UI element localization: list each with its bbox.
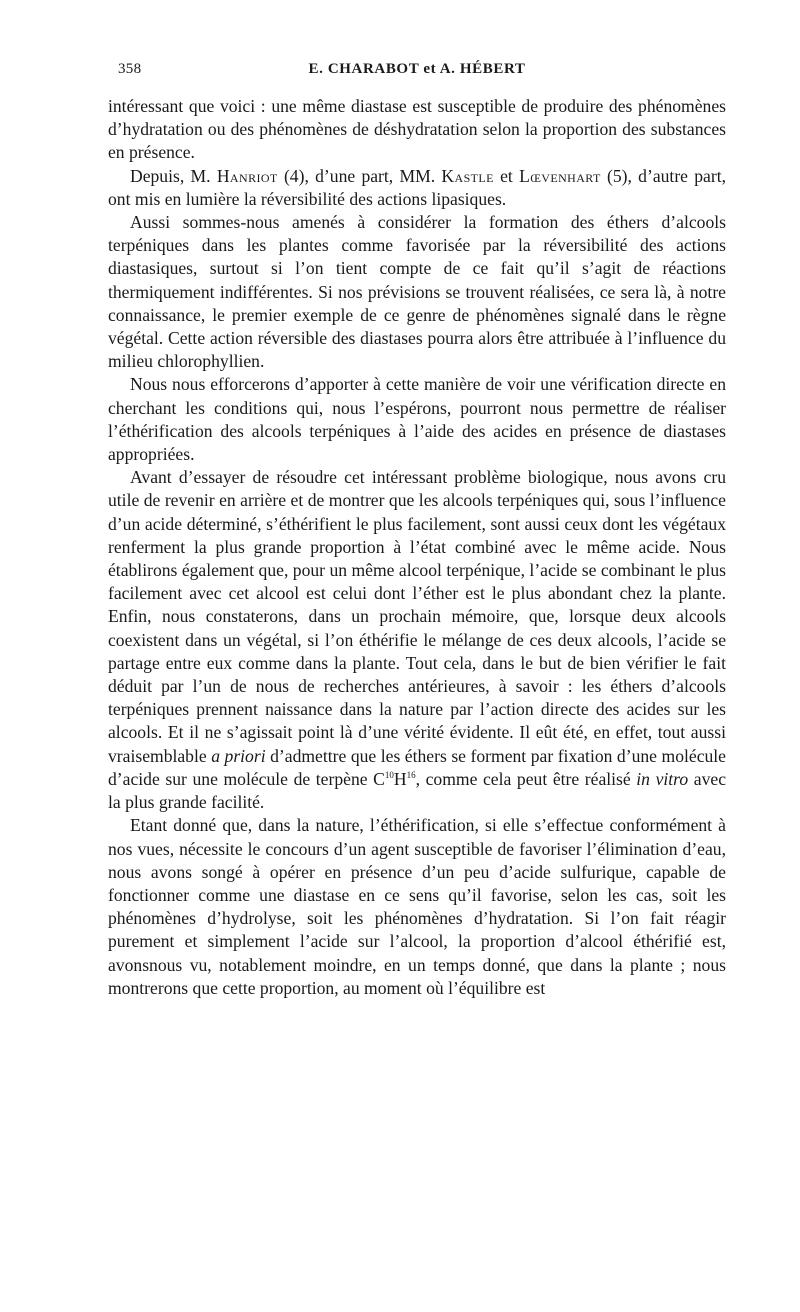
- italic-a-priori: a priori: [211, 745, 266, 766]
- text-segment: d’admettre que les éthers se forment par fixation d’une molécule d’acide sur une molécule de terpène C: [108, 745, 726, 789]
- formula-hydrogen: H: [393, 768, 407, 789]
- author-name-kastle: Kastle: [441, 165, 494, 186]
- page-number: 358: [118, 61, 142, 77]
- italic-in-vitro: in vitro: [636, 768, 689, 789]
- author-name-hanriot: Hanriot: [216, 165, 278, 186]
- running-head: [108, 61, 726, 87]
- author-name-loevenhart: Lœvenhart: [519, 165, 601, 186]
- text-segment: Avant d’essayer de résoudre cet intéressant problème biologique, nous avons cru utile de revenir en arrière et de montrer que les alcools terpéniques qui, sous l’influence d’un acide déterminé, s’éthérifient le plus facilement, sont aussi ceux dont les végétaux renferment la plus grande proportion à l’état combiné avec le même acide. Nous établirons également que, pour un même alcool terpénique, l’acide se combinant le plus facilement avec cet alcool est celui dont l’éther est le plus abondant chez la plante. Enfin, nous constaterons, dans un prochain mémoire, que, lorsque deux alcools coexistent dans un végétal, si l’on éthérifie le mélange de ces deux alcools, l’acide se partage entre eux comme dans la plante. Tout cela, dans le but de bien vérifier le fait déduit par l’un de nous de recherches antérieures, à savoir : les éthers d’alcools terpéniques prennent naissance dans la nature par l’action directe des acides sur les alcools. Et il ne s’agissait point là d’une vérité évidente. Il eût été, en effet, tout aussi vraisemblable: [108, 467, 726, 766]
- text-segment: (4), d’une part, MM.: [277, 165, 442, 186]
- paragraph-1: intéressant que voici : une même diastase est susceptible de produire des phénomènes d’hydratation ou des phénomènes de déshydratation selon la proportion des substances en présence.: [108, 96, 726, 163]
- text-segment: et: [493, 165, 520, 186]
- body-text: [108, 95, 726, 1000]
- text-segment: , comme cela peut être réalisé: [415, 768, 637, 789]
- paragraph-3: Aussi sommes-nous amenés à considérer la formation des éthers d’alcools terpéniques dans les plantes comme favorisée par la réversibilité des actions diastasiques, surtout si l’on tient compte de ce fait qu’il s’agit de réactions thermiquement indifférentes. Si nos prévisions se trouvent réalisées, ce sera là, à notre connaissance, le premier exemple de ce genre de phénomènes signalé dans le règne végétal. Cette action réversible des diastases pourra alors être attribuée à l’influence du milieu chlorophyllien.: [108, 212, 726, 372]
- formula-superscript-hydrogen: 16: [406, 770, 416, 781]
- text-segment: (5), d’autre part, ont mis en lumière la réversibilité des actions lipasiques.: [108, 165, 726, 209]
- header-title: E. CHARABOT et A. HÉBERT: [308, 61, 526, 77]
- paragraph-2: [108, 165, 726, 211]
- paragraph-6: Etant donné que, dans la nature, l’éthérification, si elle s’effectue conformément à nos vues, nécessite le concours d’un agent susceptible de favoriser l’élimination d’eau, nous avons songé à opérer en présence d’un peu d’acide sulfurique, capable de fonctionner comme une diastase en ce sens qu’il favorise, selon les cas, soit les phénomènes d’hydrolyse, soit les phénomènes d’hydratation. Si l’on fait réagir purement et simplement l’acide sur l’alcool, la proportion d’alcool éthérifié est, avonsnous vu, notablement moindre, en un temps donné, que dans la plante ; nous montrerons que cette proportion, au moment où l’équilibre est: [108, 815, 726, 998]
- text-segment: Depuis, M.: [130, 165, 217, 186]
- text-segment: avec la plus grande facilité.: [108, 768, 726, 813]
- formula-superscript-carbon: 10: [384, 770, 394, 781]
- paragraph-5: [108, 466, 726, 814]
- paragraph-4: Nous nous efforcerons d’apporter à cette manière de voir une vérification directe en cherchant les conditions qui, nous l’espérons, pourront nous permettre de réaliser l’éthérification des alcools terpéniques à l’aide des acides en présence de diastases appropriées.: [108, 374, 726, 465]
